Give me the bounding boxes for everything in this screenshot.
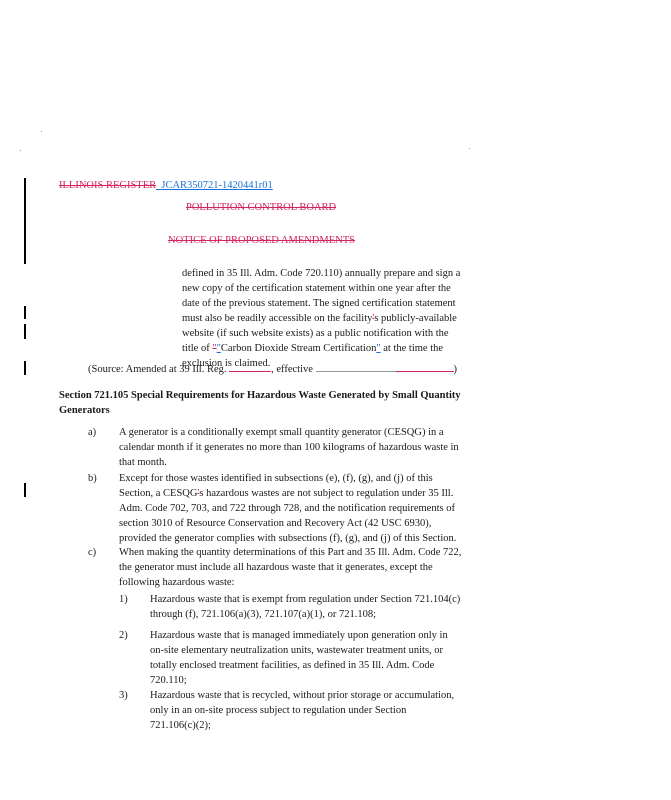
text-line: 720.110; — [150, 675, 187, 686]
inserted-mark: " — [216, 343, 221, 354]
subsection-a-label: a) — [88, 427, 97, 438]
jcar-inserted: JCAR350721-1420441r01 — [161, 180, 273, 191]
change-bar — [24, 306, 26, 319]
subsection-a-text — [119, 425, 479, 470]
blank-reg — [229, 371, 271, 372]
text-line: Hazardous waste that is exempt from regulation under Section 721.104(c) — [150, 594, 461, 605]
text-line: exclusion is claimed. — [182, 358, 271, 369]
text-line: provided the generator complies with subsections (f), (g), and (j) of this Section. — [119, 533, 457, 544]
item-1-text — [150, 592, 480, 622]
text-line: must also be readily accessible on the facility's publicly-available — [182, 313, 457, 324]
change-bar — [24, 178, 26, 264]
blank-effective-ins — [396, 371, 454, 372]
notice-title: NOTICE OF PROPOSED AMENDMENTS — [168, 235, 355, 246]
text-line: new copy of the certification statement within one year after the — [182, 283, 451, 294]
heading-line: Section 721.105 Special Requirements for Hazardous Waste Generated by Small Quantity — [59, 390, 461, 401]
text-line: defined in 35 Ill. Adm. Code 720.110) annually prepare and sign a — [182, 268, 461, 279]
deleted-mark: ' — [197, 488, 200, 499]
text-line: Section, a CESQG's hazardous wastes are not subject to regulation under 35 Ill. — [119, 488, 454, 499]
deleted-mark: ' — [372, 313, 375, 324]
source-line: (Source: Amended at 39 Ill. Reg. , effective ) — [88, 364, 458, 375]
continued-paragraph — [182, 266, 482, 371]
section-heading — [59, 388, 479, 418]
subsection-c-label: c) — [88, 547, 97, 558]
text-line: following hazardous waste: — [119, 577, 235, 588]
deleted-mark: " — [212, 343, 217, 354]
item-2-label: 2) — [119, 630, 128, 641]
board-title: POLLUTION CONTROL BOARD — [186, 202, 337, 213]
subsection-b-label: b) — [88, 473, 97, 484]
text-line: Adm. Code 702, 703, and 722 through 728, and the notification requirements of — [119, 503, 455, 514]
scan-speck — [469, 148, 470, 149]
text-line: the generator must include all hazardous waste that it generates, except the — [119, 562, 433, 573]
subsection-c-text — [119, 545, 479, 590]
scan-speck — [20, 150, 21, 151]
item-3-text — [150, 688, 480, 733]
register-header — [59, 178, 273, 193]
text-line: title of ""Carbon Dioxide Stream Certification" at the time the — [182, 343, 444, 354]
heading-line: Generators — [59, 405, 110, 416]
text-line: Hazardous waste that is recycled, without prior storage or accumulation, — [150, 690, 455, 701]
item-3-label: 3) — [119, 690, 128, 701]
register-deleted: ILLINOIS REGISTER — [59, 180, 157, 191]
text-line: that month. — [119, 457, 167, 468]
text-line: date of the previous statement. The signed certification statement — [182, 298, 456, 309]
change-bar — [24, 483, 26, 497]
inserted-mark: " — [376, 343, 381, 354]
item-2-text — [150, 628, 480, 688]
text-line: When making the quantity determinations of this Part and 35 Ill. Adm. Code 722, — [119, 547, 462, 558]
text-line: only in an on-site process subject to regulation under Section — [150, 705, 407, 716]
change-bar — [24, 361, 26, 375]
text-line: 721.106(c)(2); — [150, 720, 211, 731]
text-line: website (if such website exists) as a public notification with the — [182, 328, 449, 339]
change-bar — [24, 324, 26, 339]
text-line: calendar month if it generates no more than 100 kilograms of hazardous waste in — [119, 442, 459, 453]
subsection-b-text — [119, 471, 479, 546]
blank-effective — [316, 371, 396, 372]
text-line: section 3010 of Resource Conservation and Recovery Act (42 USC 6930), — [119, 518, 432, 529]
text-line: Except for those wastes identified in subsections (e), (f), (g), and (j) of this — [119, 473, 433, 484]
text-line: on-site elementary neutralization units, wastewater treatment units, or — [150, 645, 444, 656]
text-line: Hazardous waste that is managed immediately upon generation only in — [150, 630, 448, 641]
text-line: totally enclosed treatment facilities, as defined in 35 Ill. Adm. Code — [150, 660, 435, 671]
scan-speck — [41, 131, 42, 132]
text-line: A generator is a conditionally exempt small quantity generator (CESQG) in a — [119, 427, 444, 438]
item-1-label: 1) — [119, 594, 128, 605]
text-line: through (f), 721.106(a)(3), 721.107(a)(1), or 721.108; — [150, 609, 376, 620]
